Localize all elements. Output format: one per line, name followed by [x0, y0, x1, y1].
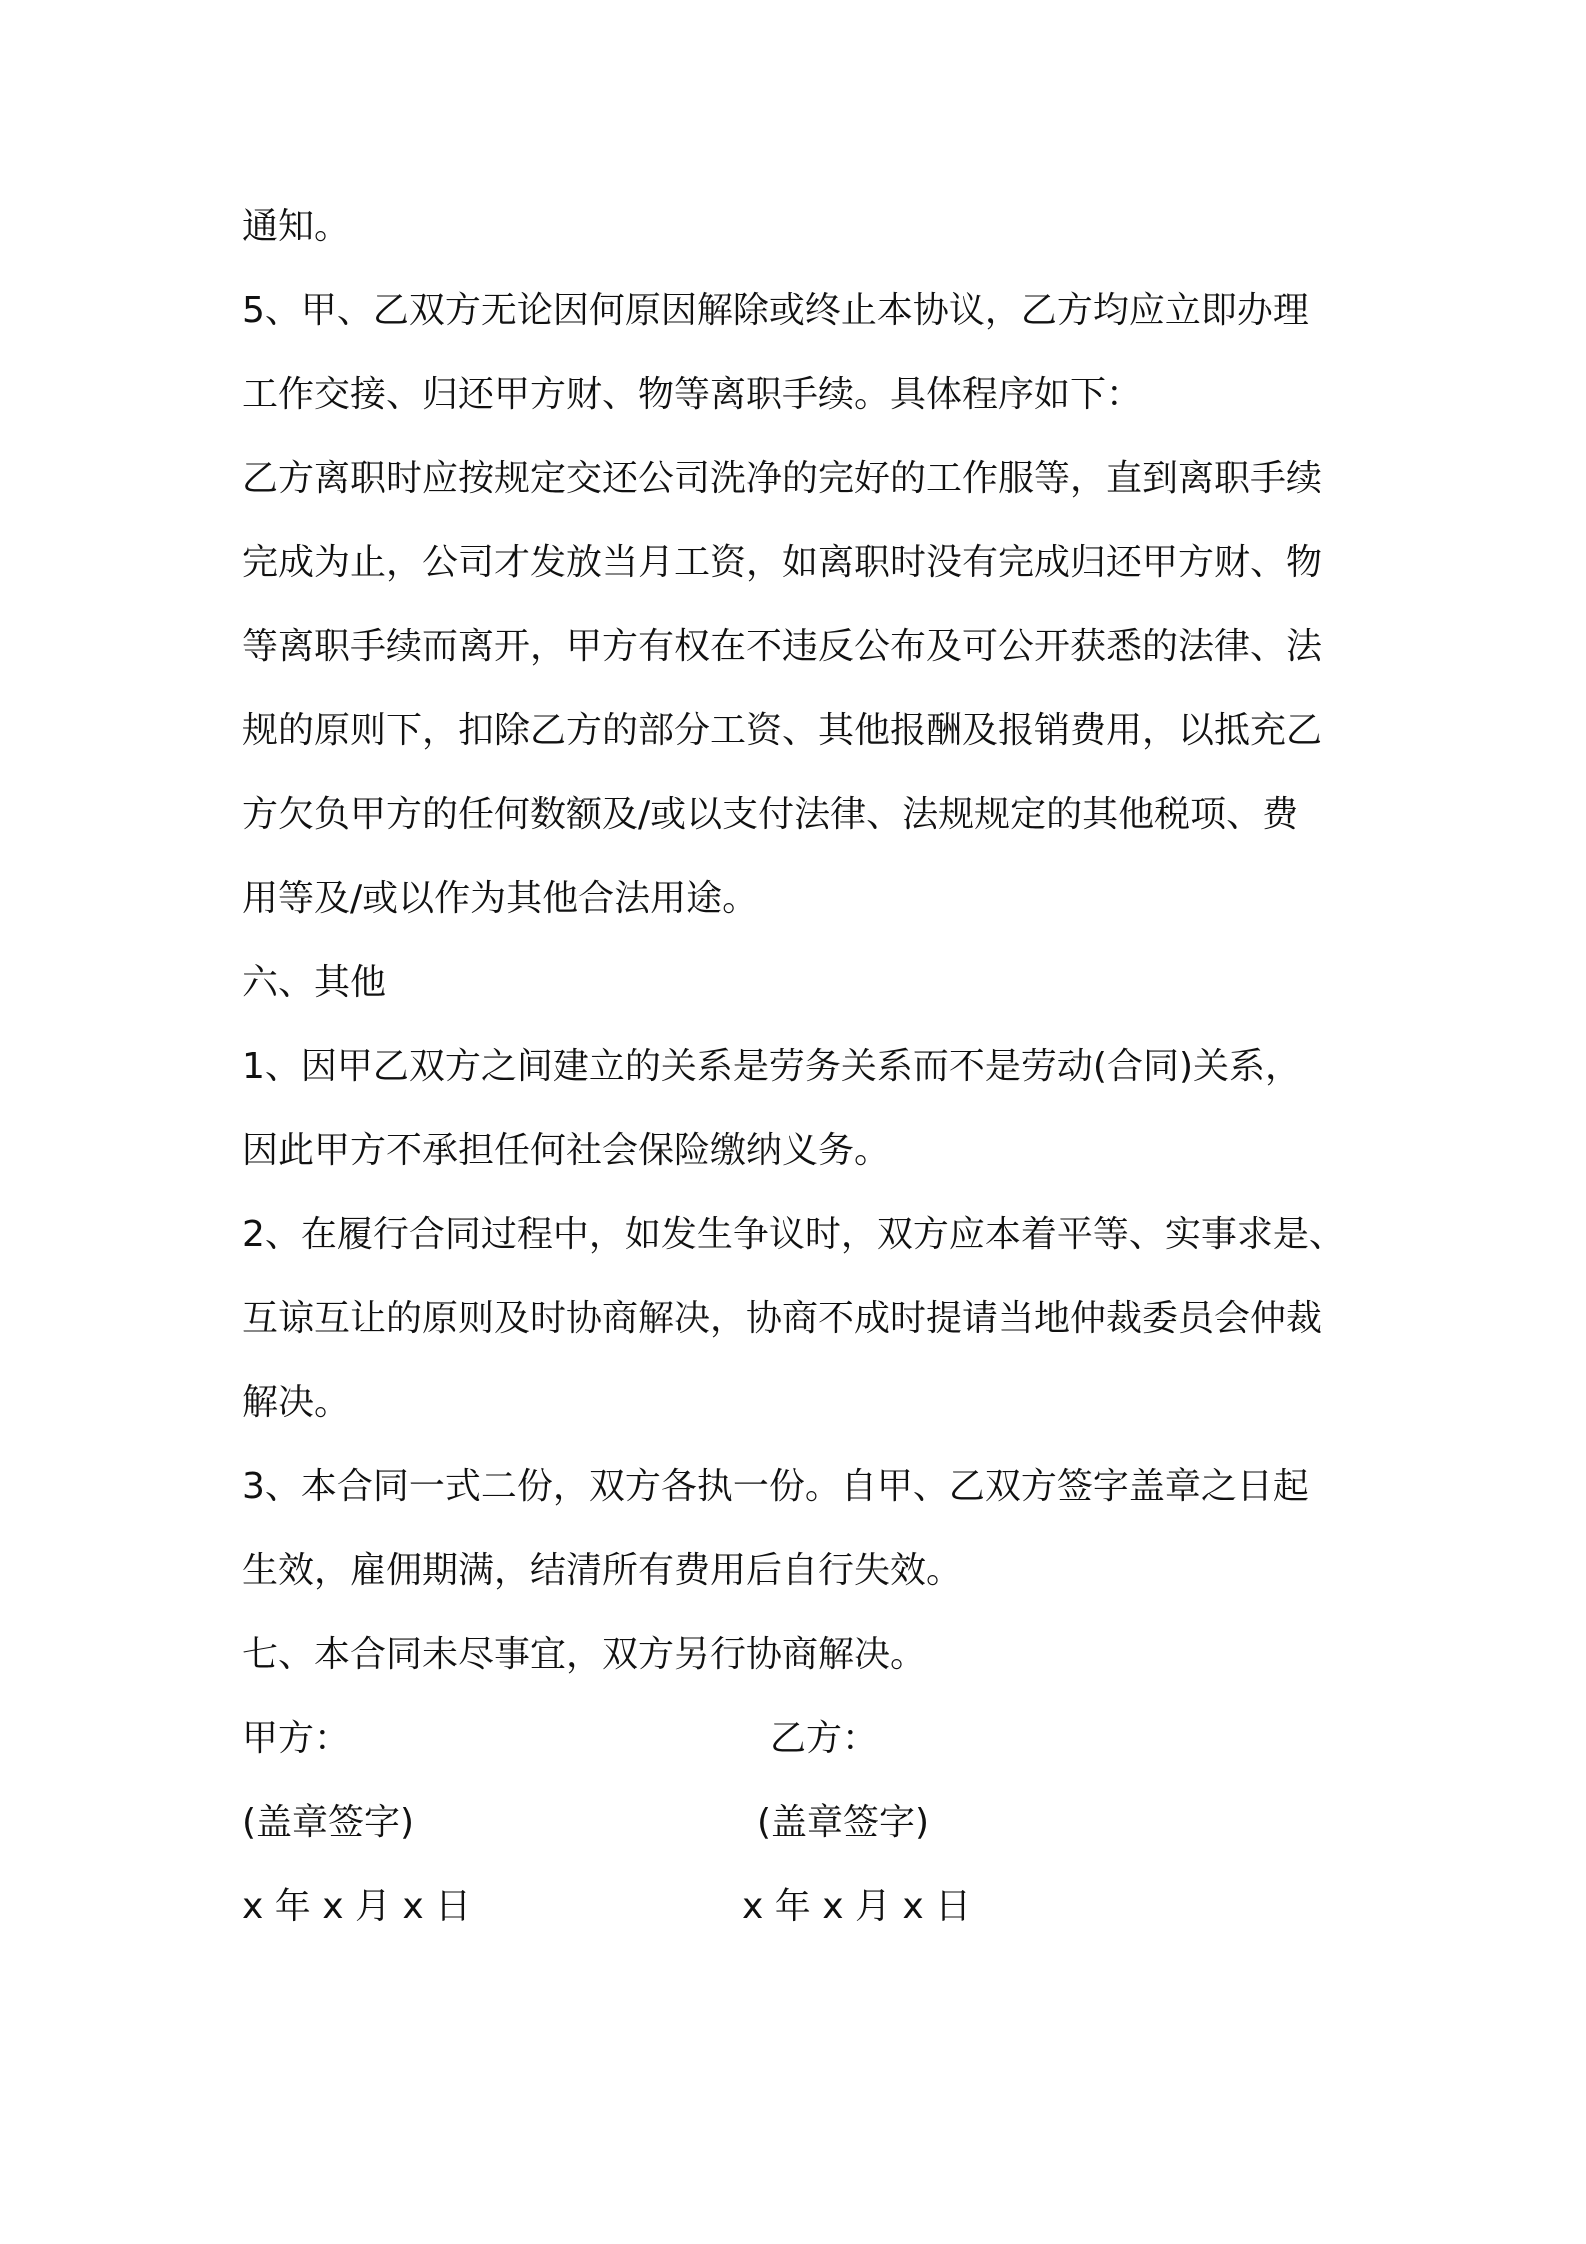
text-line: 生效，雇佣期满，结清所有费用后自行失效。	[242, 1550, 963, 1591]
section-heading: 七、本合同未尽事宜，双方另行协商解决。	[242, 1634, 927, 1675]
party-a-label: 甲方：	[242, 1718, 351, 1759]
text-line: 乙方离职时应按规定交还公司洗净的完好的工作服等，直到离职手续	[242, 458, 1323, 499]
party-a-seal: (盖章签字)	[242, 1802, 415, 1843]
party-a-date: x 年 x 月 x 日	[242, 1886, 472, 1927]
party-label-row	[242, 1697, 1372, 1781]
text-line: 等离职手续而离开，甲方有权在不违反公布及可公开获悉的法律、法	[242, 626, 1323, 667]
text-line: 1、因甲乙双方之间建立的关系是劳务关系而不是劳动(合同)关系，	[242, 1046, 1301, 1087]
date-row	[242, 1865, 1372, 1949]
signature-block	[242, 1697, 1372, 1949]
party-b-date: x 年 x 月 x 日	[742, 1886, 972, 1927]
text-line: 工作交接、归还甲方财、物等离职手续。具体程序如下：	[242, 374, 1143, 415]
party-b-label: 乙方：	[770, 1718, 879, 1759]
text-line: 通知。	[242, 206, 351, 247]
seal-row	[242, 1781, 1372, 1865]
text-line: 3、本合同一式二份，双方各执一份。自甲、乙双方签字盖章之日起	[242, 1466, 1309, 1507]
text-line: 用等及/或以作为其他合法用途。	[242, 878, 759, 919]
text-line: 5、甲、乙双方无论因何原因解除或终止本协议，乙方均应立即办理	[242, 290, 1309, 331]
text-line: 规的原则下，扣除乙方的部分工资、其他报酬及报销费用，以抵充乙	[242, 710, 1323, 751]
text-line: 2、在履行合同过程中，如发生争议时，双方应本着平等、实事求是、	[242, 1214, 1345, 1255]
contract-body	[242, 185, 1372, 1697]
party-b-seal: (盖章签字)	[757, 1802, 930, 1843]
text-line: 解决。	[242, 1382, 351, 1423]
text-line: 方欠负甲方的任何数额及/或以支付法律、法规规定的其他税项、费	[242, 794, 1299, 835]
section-heading: 六、其他	[242, 962, 387, 1003]
text-line: 因此甲方不承担任何社会保险缴纳义务。	[242, 1130, 891, 1171]
text-line: 互谅互让的原则及时协商解决，协商不成时提请当地仲裁委员会仲裁	[242, 1298, 1323, 1339]
text-line: 完成为止，公司才发放当月工资，如离职时没有完成归还甲方财、物	[242, 542, 1323, 583]
